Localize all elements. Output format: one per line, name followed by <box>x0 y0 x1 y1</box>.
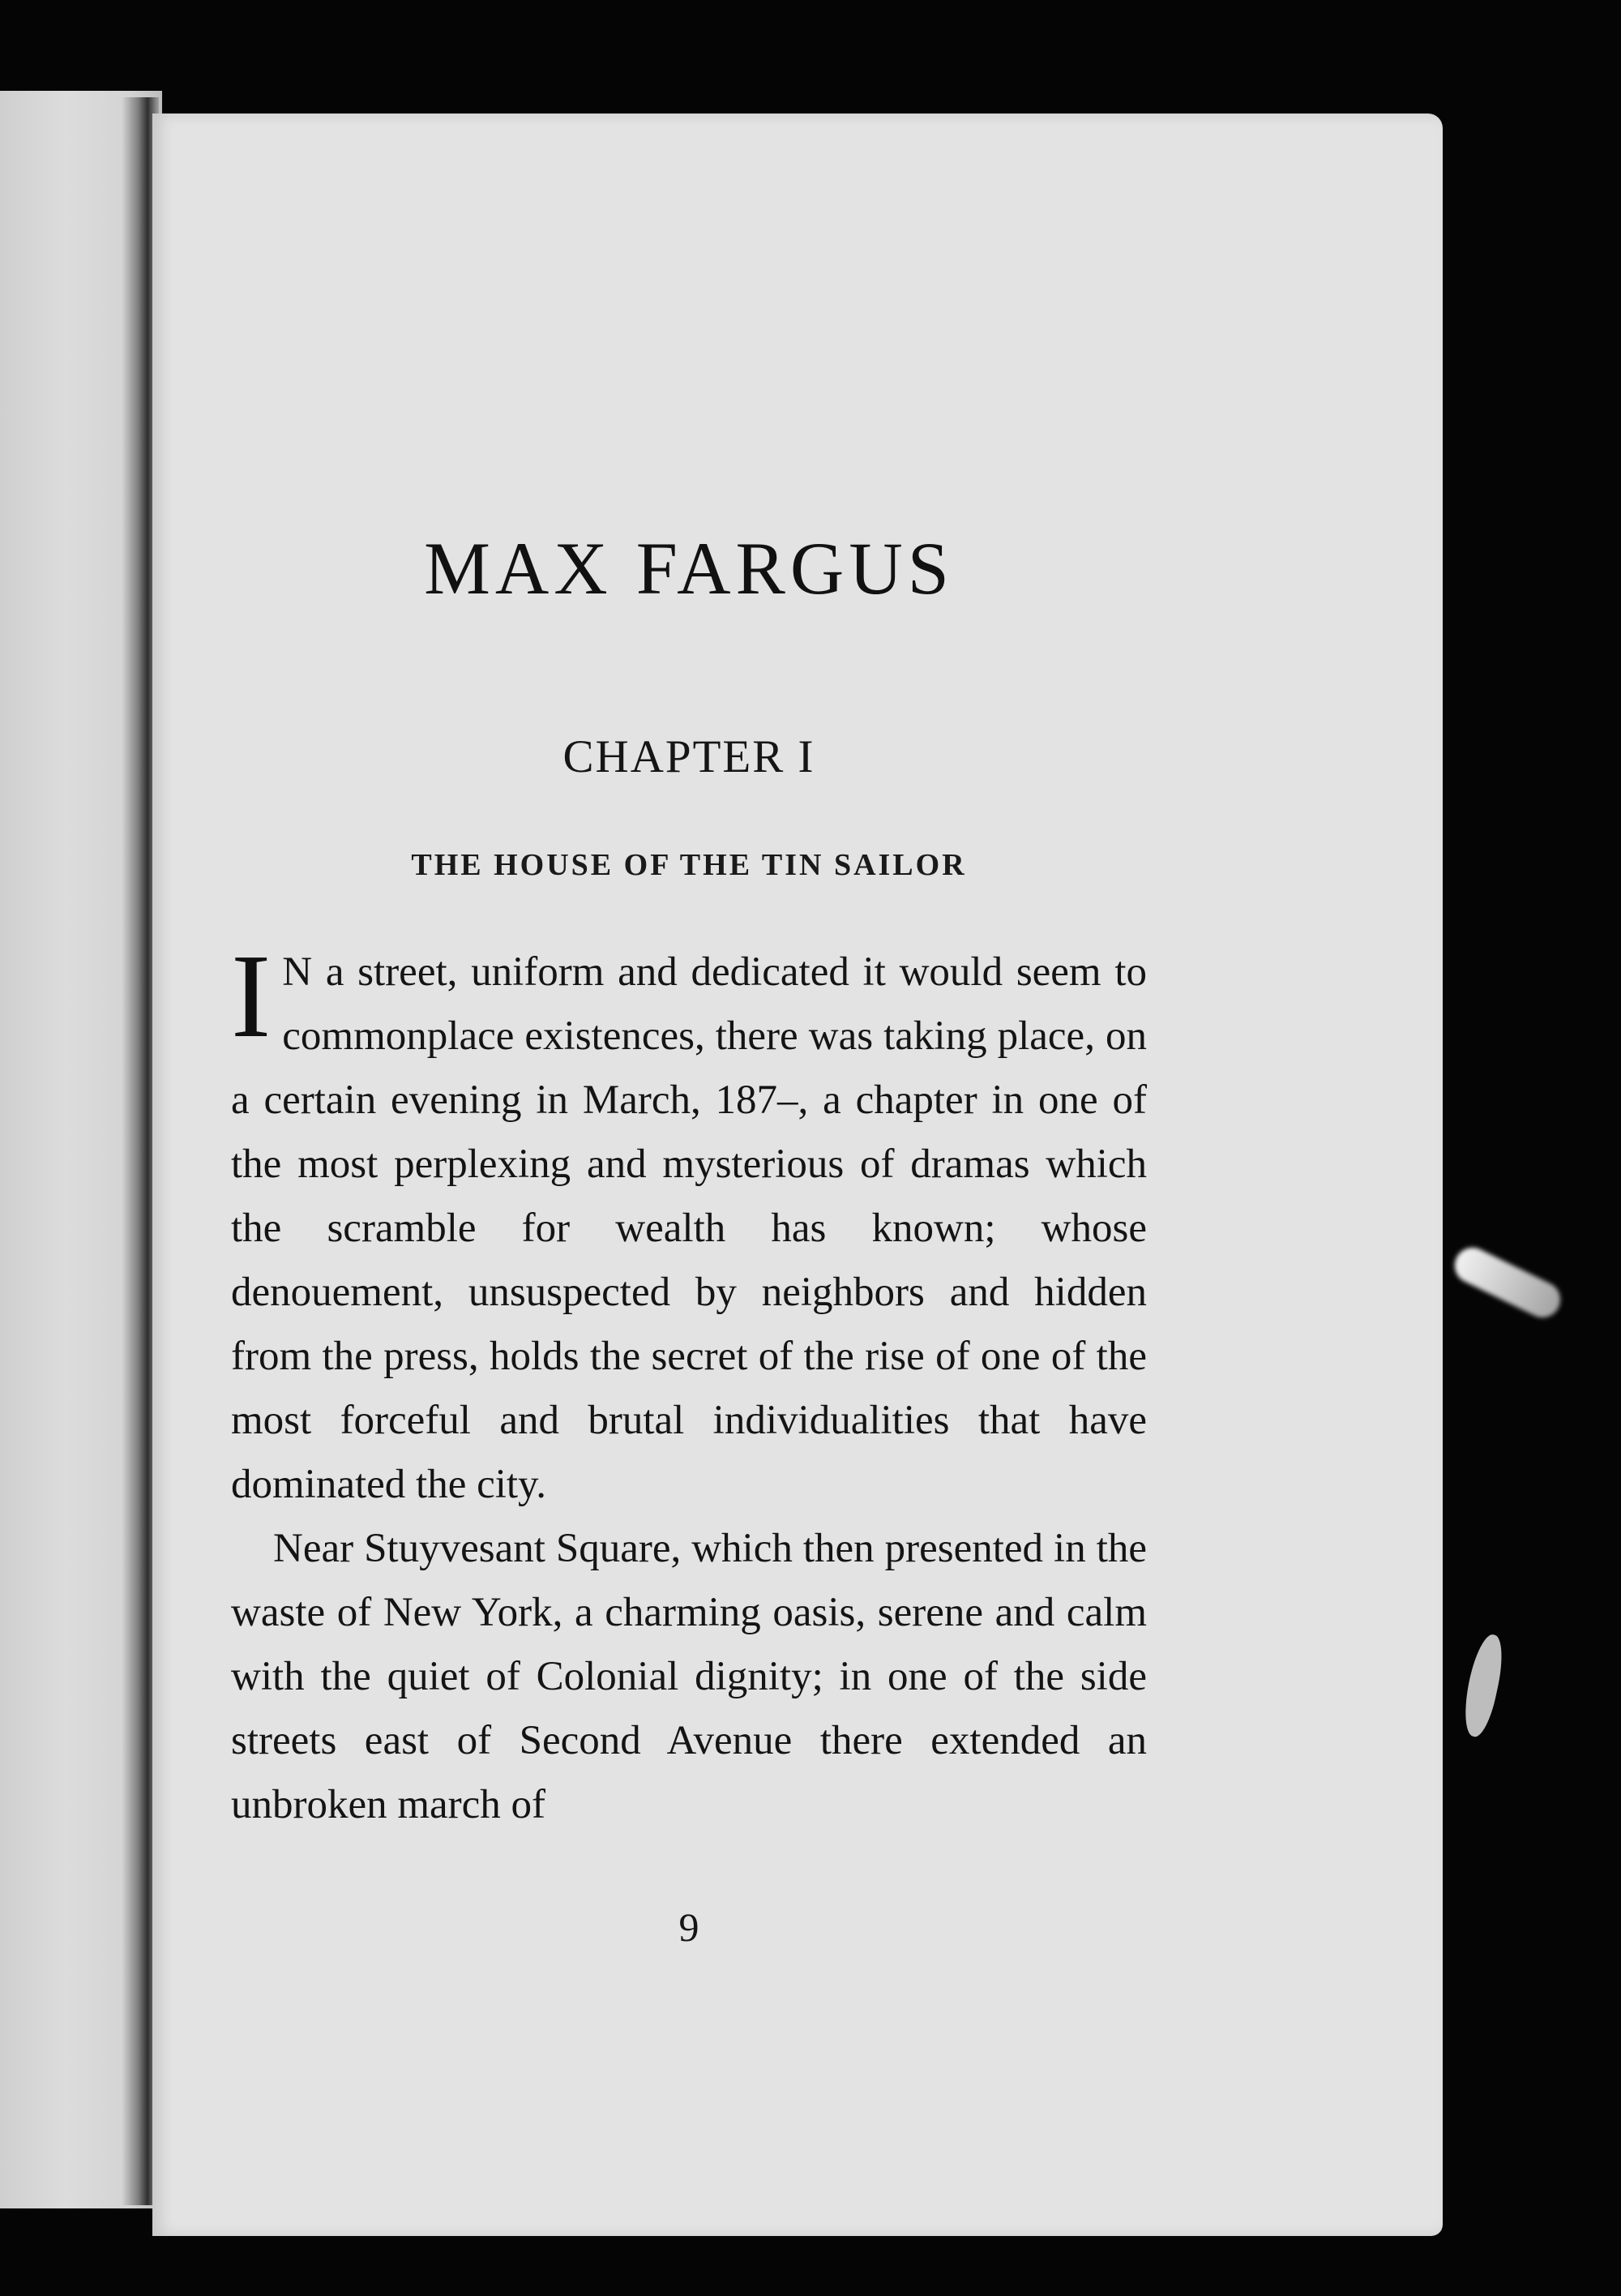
paragraph-2: Near Stuyvesant Square, which then presented in the waste of New York, a charming oasis, serene and calm with the quiet of Colonial dignity; in one of the side streets east of Second Avenue there extended an unbroken march of <box>231 1526 1147 1827</box>
body-text <box>231 930 1147 1837</box>
drop-cap: I <box>231 930 272 1063</box>
chapter-title: THE HOUSE OF THE TIN SAILOR <box>411 848 967 882</box>
paragraph-1-text: N a street, uniform and dedicated it would seem to commonplace existences, there was taking place, on a certain evening in March, 187–, a chapter in one of the most perplexing and mysterious of dramas which the scramble for wealth has known; whose denouement, unsuspected by neighbors and hidden from the press, holds the secret of the rise of one of the most forceful and brutal individualities that have dominated the city. <box>231 949 1147 1507</box>
page-number: 9 <box>678 1904 699 1950</box>
scan-speck <box>1458 1632 1508 1740</box>
book-title: MAX FARGUS <box>424 527 954 610</box>
paragraph-1 <box>231 930 1147 1517</box>
chapter-number: CHAPTER I <box>562 731 815 782</box>
scan-glare <box>1448 1242 1566 1324</box>
